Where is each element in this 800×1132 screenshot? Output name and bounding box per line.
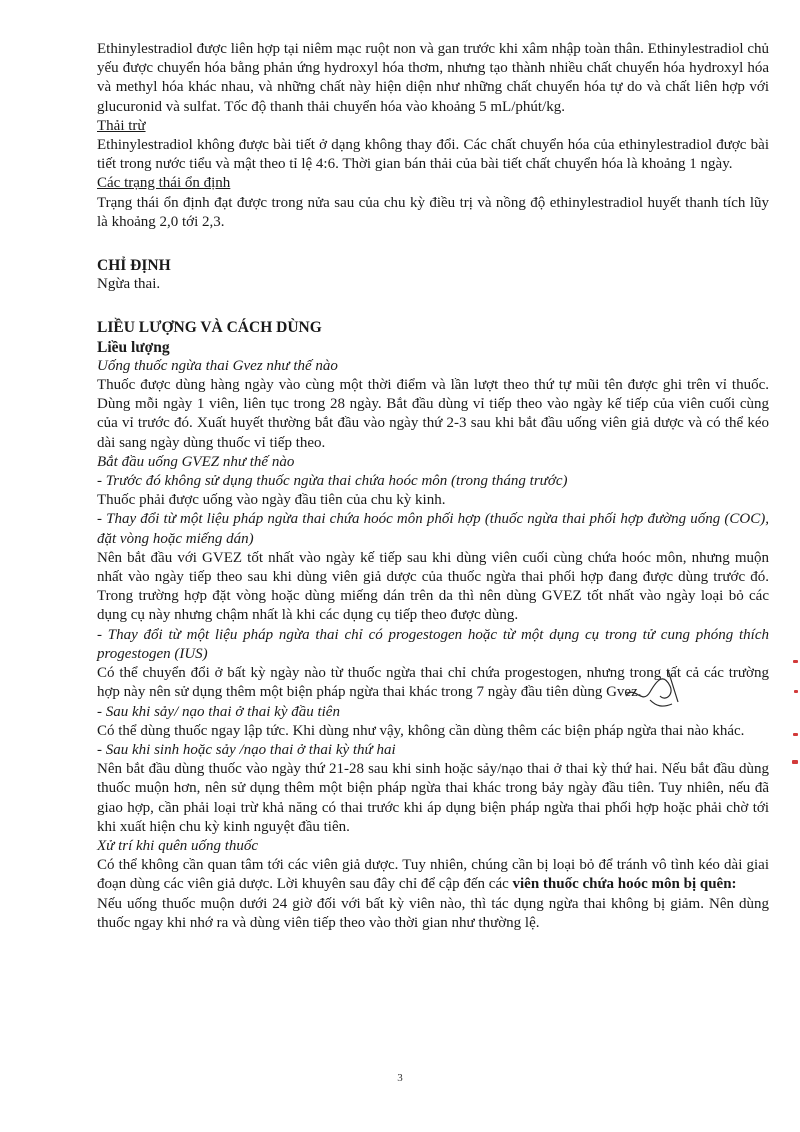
- heading-dosage-administration: LIỀU LƯỢNG VÀ CÁCH DÙNG: [97, 319, 322, 337]
- paragraph-missed-pills: [97, 856, 769, 894]
- missed-pills-text: Có thể không cần quan tâm tới các viên giả dược. Tuy nhiên, chúng cần bị loại bỏ để tránh vô tình kéo dài giai đoạn dùng các viên giả dược. Lời khuyên sau đây chỉ để cập đến các: [97, 857, 769, 893]
- paragraph-change-from-progestogen: Có thể chuyển đổi ở bất kỳ ngày nào từ thuốc ngừa thai chỉ chứa progestogen, nhưng trong tất cả các trường hợp này nên sử dụng thêm một biện pháp ngừa thai khác trong 7 ngày đầu tiên dùng Gvez.: [97, 665, 769, 701]
- paragraph-how-to-take: Thuốc được dùng hàng ngày vào cùng một thời điểm và lần lượt theo thứ tự mũi tên được ghi trên vỉ thuốc. Dùng mỗi ngày 1 viên, liên tục trong 28 ngày. Bắt đầu dùng vỉ tiếp theo vào ngày kế tiếp của viên cuối cùng của vỉ trước đó. Xuất huyết thường bắt đầu vào ngày thứ 2-3 sau khi bắt đầu uống viên giả dược và có thể kéo dài sang ngày dùng thuốc vỉ tiếp theo.: [97, 377, 769, 451]
- paragraph-no-previous-hormonal: Thuốc phải được uống vào ngày đầu tiên của chu kỳ kinh.: [97, 492, 446, 509]
- page-number: 3: [397, 1072, 403, 1084]
- paragraph-metabolism: Ethinylestradiol được liên hợp tại niêm mạc ruột non và gan trước khi xâm nhập toàn thân. Ethinylestradiol chủ yếu được chuyển hóa bằng phản ứng hydroxyl hóa thơm, nhưng tạo thành nhiều chất chuyển hóa hydroxyl hóa và methyl hóa khác nhau, và những chất này hiện diện như những chất chuyển hóa tự do và chất liên hợp với glucuronid và sulfat. Tốc độ thanh thải chuyển hóa vào khoảng 5 mL/phút/kg.: [97, 41, 769, 115]
- paragraph-elimination: Ethinylestradiol không được bài tiết ở dạng không thay đổi. Các chất chuyển hóa của ethinylestradiol được bài tiết trong nước tiểu và mật theo tỉ lệ 4:6. Thời gian bán thải của bài tiết chất chuyển hóa là khoảng 1 ngày.: [97, 137, 769, 173]
- red-stamp-mark: [793, 660, 798, 663]
- case-second-trimester: - Sau khi sinh hoặc sảy /nạo thai ở thai kỳ thứ hai: [97, 741, 396, 758]
- red-stamp-mark: [793, 733, 798, 736]
- missed-pills-emphasis: viên thuốc chứa hoóc môn bị quên:: [512, 876, 737, 893]
- subheading-elimination: Thải trừ: [97, 117, 146, 134]
- subheading-missed-pills: Xử trí khi quên uống thuốc: [97, 837, 259, 854]
- paragraph-indication: Ngừa thai.: [97, 276, 161, 293]
- red-stamp-mark: [794, 690, 798, 693]
- subheading-how-to-start: Bắt đầu uống GVEZ như thế nào: [97, 453, 295, 470]
- document-body: [97, 40, 769, 933]
- paragraph-first-trimester-abortion: Có thể dùng thuốc ngay lập tức. Khi dùng như vậy, không cần dùng thêm các biện pháp ngừa thai nào khác.: [97, 722, 745, 739]
- case-no-previous-hormonal: - Trước đó không sử dụng thuốc ngừa thai chứa hoóc môn (trong tháng trước): [97, 473, 568, 490]
- paragraph-late-under-24h: Nếu uống thuốc muộn dưới 24 giờ đối với bất kỳ viên nào, thì tác dụng ngừa thai không bị giảm. Nên dùng thuốc ngay khi nhớ ra và dùng viên tiếp theo vào thời gian như thường lệ.: [97, 895, 769, 931]
- heading-indication: CHỈ ĐỊNH: [97, 257, 171, 275]
- case-change-from-coc: - Thay đổi từ một liệu pháp ngừa thai chứa hoóc môn phối hợp (thuốc ngừa thai phối hợp đường uống (COC), đặt vòng hoặc miếng dán): [97, 511, 769, 547]
- paragraph-second-trimester: Nên bắt đầu dùng thuốc vào ngày thứ 21-28 sau khi sinh hoặc sảy/nạo thai ở thai kỳ thứ hai. Nếu bắt đầu dùng thuốc muộn hơn, nên sử dụng thêm một biện pháp ngừa thai khác trong bảy ngày đầu tiên. Tuy nhiên, nếu đã giao hợp, cần phải loại trừ khả năng có thai trước khi áp dụng biện pháp ngừa thai phối hợp hoặc phải chờ tới khi xuất hiện chu kỳ kinh nguyệt đầu tiên.: [97, 761, 769, 835]
- red-stamp-mark: [792, 760, 798, 764]
- subheading-how-to-take: Uống thuốc ngừa thai Gvez như thế nào: [97, 357, 338, 374]
- subheading-steady-state: Các trạng thái ổn định: [97, 175, 231, 192]
- subheading-dosage: Liều lượng: [97, 338, 170, 356]
- signature-scribble: [620, 666, 690, 712]
- case-change-from-progestogen: - Thay đổi từ một liệu pháp ngừa thai chỉ có progestogen hoặc từ một dụng cụ trong tử cung phóng thích progestogen (IUS): [97, 626, 769, 662]
- paragraph-change-from-coc: Nên bắt đầu với GVEZ tốt nhất vào ngày kế tiếp sau khi dùng viên cuối cùng chứa hoóc môn, nhưng muộn nhất vào ngày tiếp theo sau khi dùng viên giả dược của thuốc ngừa thai phối hợp đang được dùng trước đó. Trong trường hợp đặt vòng hoặc dùng miếng dán trên da thì nên dùng GVEZ tốt nhất vào ngày loại bỏ các dụng cụ này nhưng chậm nhất là khi các dụng cụ tiếp theo được dùng.: [97, 549, 769, 624]
- paragraph-steady-state: Trạng thái ổn định đạt được trong nửa sau của chu kỳ điều trị và nồng độ ethinylestradiol huyết thanh tích lũy là khoảng 2,0 tới 2,3.: [97, 194, 769, 230]
- case-first-trimester-abortion: - Sau khi sảy/ nạo thai ở thai kỳ đầu tiên: [97, 703, 340, 720]
